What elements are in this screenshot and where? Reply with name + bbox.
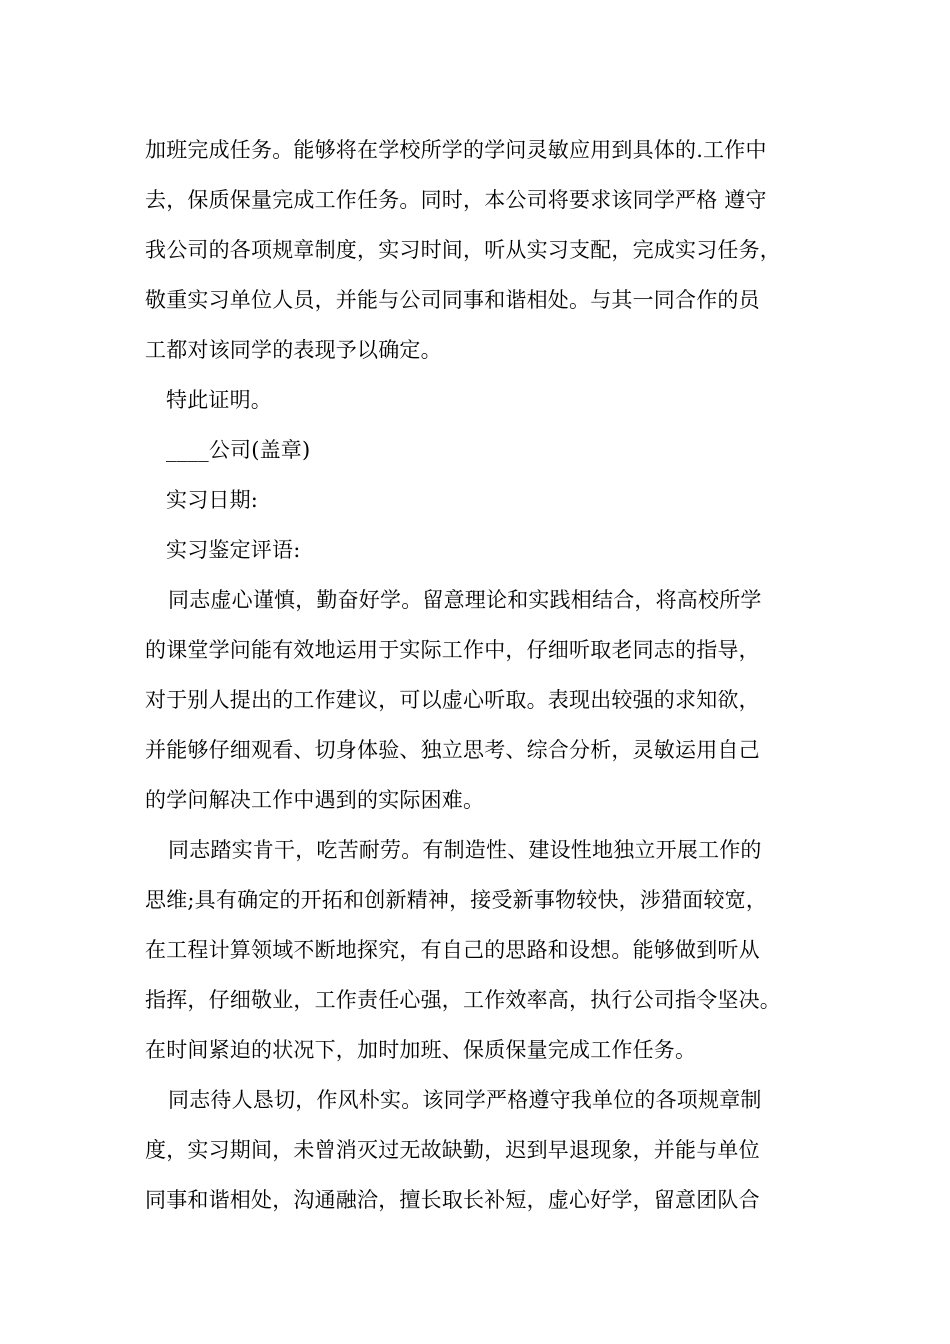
paragraph-line: 同志待人恳切，作风朴实。该同学严格遵守我单位的各项规章制 [168, 1088, 762, 1112]
internship-date-label: 实习日期: [166, 488, 259, 512]
text-line: 工都对该同学的表现予以确定。 [145, 338, 442, 362]
evaluation-heading: 实习鉴定评语: [166, 538, 301, 562]
paragraph-line: 思维;具有确定的开拓和创新精神，接受新事物较快，涉猎面较宽， [145, 888, 768, 912]
company-seal-line: ____公司(盖章) [166, 438, 311, 462]
paragraph-line: 度，实习期间，未曾消灭过无故缺勤，迟到早退现象，并能与单位 [145, 1138, 760, 1162]
text-line: 加班完成任务。能够将在学校所学的学问灵敏应用到具体的.工作中 [145, 138, 767, 162]
paragraph-line: 的学问解决工作中遇到的实际困难。 [145, 788, 485, 812]
paragraph-line: 的课堂学问能有效地运用于实际工作中，仔细听取老同志的指导， [145, 638, 760, 662]
paragraph-line: 同事和谐相处，沟通融洽，擅长取长补短，虚心好学，留意团队合 [145, 1188, 760, 1212]
paragraph-line: 在工程计算领域不断地探究，有自己的思路和设想。能够做到听从 [145, 938, 760, 962]
text-line: 敬重实习单位人员，并能与公司同事和谐相处。与其一同合作的员 [145, 288, 760, 312]
closing-statement: 特此证明。 [166, 388, 272, 412]
text-line: 我公司的各项规章制度，实习时间，听从实习支配，完成实习任务， [145, 238, 781, 262]
paragraph-line: 同志踏实肯干，吃苦耐劳。有制造性、建设性地独立开展工作的 [168, 838, 762, 862]
paragraph-line: 指挥，仔细敬业，工作责任心强，工作效率高，执行公司指令坚决。 [145, 988, 781, 1012]
paragraph-line: 对于别人提出的工作建议，可以虚心听取。表现出较强的求知欲， [145, 688, 760, 712]
paragraph-line: 并能够仔细观看、切身体验、独立思考、综合分析，灵敏运用自己 [145, 738, 760, 762]
paragraph-line: 在时间紧迫的状况下，加时加班、保质保量完成工作任务。 [145, 1038, 697, 1062]
text-line: 去，保质保量完成工作任务。同时，本公司将要求该同学严格 遵守 [145, 188, 767, 212]
paragraph-line: 同志虚心谨慎，勤奋好学。留意理论和实践相结合，将高校所学 [168, 588, 762, 612]
